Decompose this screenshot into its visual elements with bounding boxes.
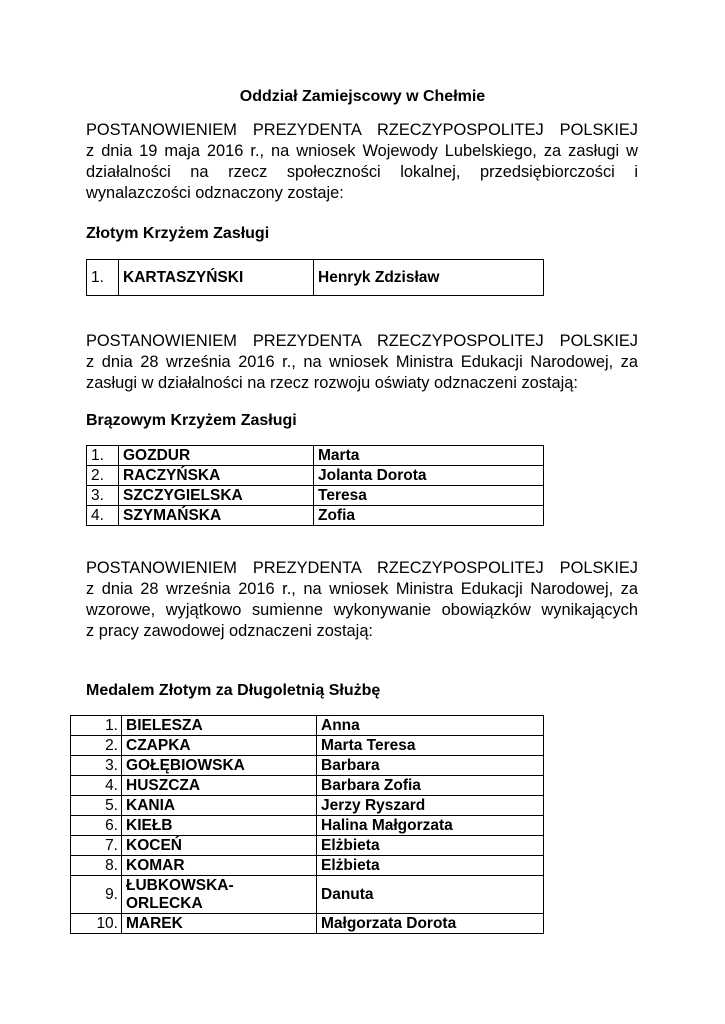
row-number: 10. (71, 914, 122, 934)
row-given-names: Elżbieta (317, 856, 544, 876)
row-given-names: Barbara Zofia (317, 776, 544, 796)
table-row (87, 466, 544, 486)
row-given-names: Jerzy Ryszard (317, 796, 544, 816)
row-given-names: Henryk Zdzisław (314, 260, 544, 296)
paragraph-line: z pracy zawodowej odznaczeni zostają: (86, 622, 373, 640)
row-given-names: Marta (314, 446, 544, 466)
table-row (87, 446, 544, 466)
row-given-names: Jolanta Dorota (314, 466, 544, 486)
row-number: 6. (71, 816, 122, 836)
paragraph-line: z dnia 28 września 2016 r., na wniosek Ministra Edukacji Narodowej, za (86, 353, 638, 371)
row-number: 1. (71, 716, 122, 736)
row-given-names: Barbara (317, 756, 544, 776)
paragraph-line: działalności na rzecz społeczności lokalnej, przedsiębiorczości i (86, 163, 638, 181)
paragraph-line: z dnia 28 września 2016 r., na wniosek Ministra Edukacji Narodowej, za (86, 580, 638, 598)
row-surname: GOŁĘBIOWSKA (122, 756, 317, 776)
row-surname: KIEŁB (122, 816, 317, 836)
row-number: 3. (87, 486, 119, 506)
row-surname (122, 876, 317, 914)
row-surname: KOMAR (122, 856, 317, 876)
table-row (87, 260, 544, 296)
row-surname: KOCEŃ (122, 836, 317, 856)
paragraph-line: POSTANOWIENIEM PREZYDENTA RZECZYPOSPOLITEJ POLSKIEJ (86, 121, 638, 139)
table-row (71, 796, 544, 816)
row-number: 1. (87, 446, 119, 466)
table-row (87, 506, 544, 526)
row-number: 4. (71, 776, 122, 796)
row-surname: KARTASZYŃSKI (119, 260, 314, 296)
award-table-1 (86, 259, 544, 296)
table-row (71, 914, 544, 934)
paragraph-line: zasługi w działalności na rzecz rozwoju oświaty odznaczeni zostają: (86, 374, 578, 392)
row-surname: MAREK (122, 914, 317, 934)
row-surname: CZAPKA (122, 736, 317, 756)
row-surname: BIELESZA (122, 716, 317, 736)
table-row (71, 716, 544, 736)
table-row (71, 756, 544, 776)
row-given-names: Anna (317, 716, 544, 736)
row-given-names: Zofia (314, 506, 544, 526)
row-number: 1. (87, 260, 119, 296)
paragraph-line: POSTANOWIENIEM PREZYDENTA RZECZYPOSPOLITEJ POLSKIEJ (86, 332, 638, 350)
row-given-names: Małgorzata Dorota (317, 914, 544, 934)
row-given-names: Marta Teresa (317, 736, 544, 756)
row-surname: GOZDUR (119, 446, 314, 466)
row-number: 4. (87, 506, 119, 526)
row-given-names: Teresa (314, 486, 544, 506)
table-row (71, 856, 544, 876)
row-surname: KANIA (122, 796, 317, 816)
paragraph-line: wynalazczości odznaczony zostaje: (86, 184, 344, 202)
page-title: Oddział Zamiejscowy w Chełmie (239, 88, 486, 105)
row-number: 8. (71, 856, 122, 876)
row-surname: HUSZCZA (122, 776, 317, 796)
surname-line: ŁUBKOWSKA- (126, 876, 234, 894)
award-heading-3: Medalem Złotym za Długoletnią Służbę (86, 682, 381, 699)
table-row (71, 776, 544, 796)
paragraph-line: wzorowe, wyjątkowo sumienne wykonywanie obowiązków wynikających (86, 601, 638, 619)
award-table-3 (70, 715, 544, 934)
row-number: 7. (71, 836, 122, 856)
table-row (87, 486, 544, 506)
row-number: 2. (87, 466, 119, 486)
award-table-2 (86, 445, 544, 526)
table-row (71, 836, 544, 856)
row-given-names: Halina Małgorzata (317, 816, 544, 836)
row-surname: SZYMAŃSKA (119, 506, 314, 526)
row-surname: RACZYŃSKA (119, 466, 314, 486)
table-row (71, 736, 544, 756)
row-number: 9. (71, 876, 122, 914)
award-heading-1: Złotym Krzyżem Zasługi (86, 225, 270, 242)
decree-paragraph-1 (86, 120, 638, 204)
row-number: 2. (71, 736, 122, 756)
paragraph-line: z dnia 19 maja 2016 r., na wniosek Wojewody Lubelskiego, za zasługi w (86, 142, 638, 160)
row-surname: SZCZYGIELSKA (119, 486, 314, 506)
table-row (71, 876, 544, 914)
surname-line: ORLECKA (126, 894, 203, 912)
award-heading-2: Brązowym Krzyżem Zasługi (86, 412, 297, 429)
decree-paragraph-2 (86, 331, 638, 394)
row-given-names: Danuta (317, 876, 544, 914)
paragraph-line: POSTANOWIENIEM PREZYDENTA RZECZYPOSPOLITEJ POLSKIEJ (86, 559, 638, 577)
row-number: 5. (71, 796, 122, 816)
table-row (71, 816, 544, 836)
row-number: 3. (71, 756, 122, 776)
decree-paragraph-3 (86, 558, 638, 642)
row-given-names: Elżbieta (317, 836, 544, 856)
